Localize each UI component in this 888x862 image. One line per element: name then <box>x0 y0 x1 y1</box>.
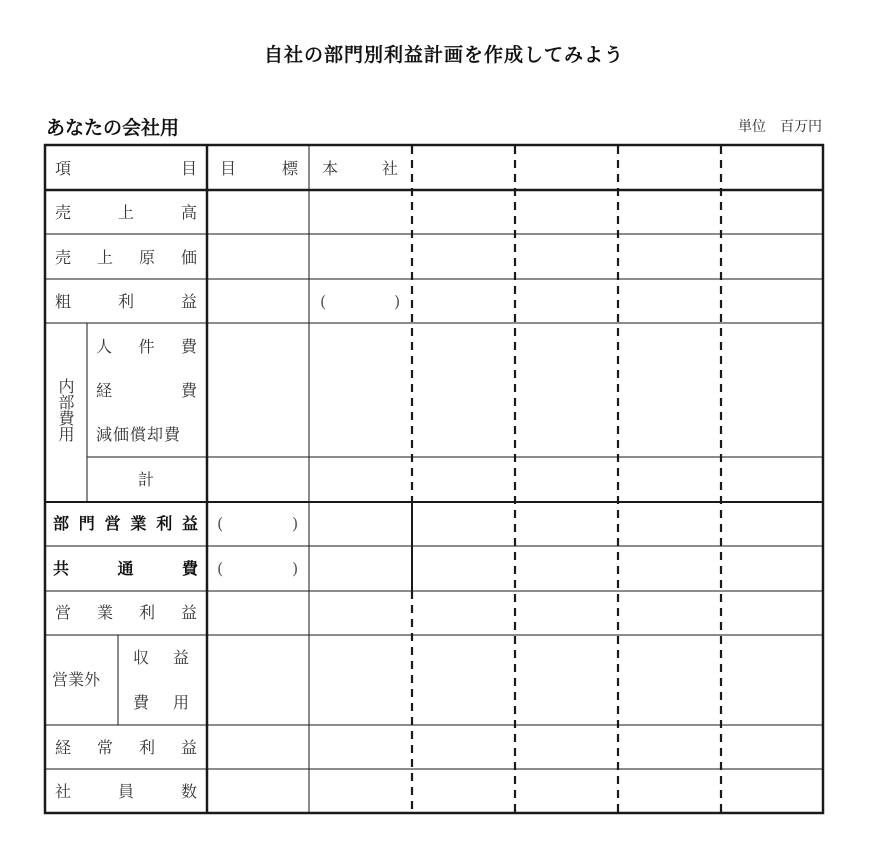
row-label-non-op-expense: 費 用 <box>133 693 189 712</box>
dept-operating-profit-paren-close: ) <box>292 514 299 533</box>
row-label-gross-profit: 粗 利 益 <box>55 292 197 311</box>
gross-profit-paren-close: ) <box>394 292 401 311</box>
row-label-personnel: 人 件 費 <box>96 337 197 356</box>
table-frame <box>45 145 823 813</box>
row-label-sales: 売 上 高 <box>55 203 197 222</box>
form-subtitle: あなたの会社用 <box>46 117 180 139</box>
header-item: 項 目 <box>55 159 197 178</box>
row-label-depreciation: 減価償却費 <box>96 425 182 444</box>
row-label-expenses: 経 費 <box>96 381 197 400</box>
unit-label: 単位 百万円 <box>738 119 822 135</box>
row-label-dept-operating-profit: 部 門 営 業 利 益 <box>53 514 199 533</box>
row-label-operating-profit: 営 業 利 益 <box>55 603 197 622</box>
header-headquarters: 本 社 <box>322 159 398 178</box>
non-operating-group-label: 営業外 <box>52 670 101 689</box>
row-label-subtotal: 計 <box>138 470 155 489</box>
row-label-employees: 社 員 数 <box>55 782 197 801</box>
common-costs-paren-open: ( <box>217 559 224 578</box>
common-costs-paren-close: ) <box>292 559 299 578</box>
gross-profit-paren-open: ( <box>320 292 327 311</box>
header-target: 目 標 <box>220 159 298 178</box>
row-label-ordinary-profit: 経 常 利 益 <box>55 738 197 757</box>
dept-operating-profit-paren-open: ( <box>217 514 224 533</box>
row-label-common-costs: 共 通 費 <box>53 559 199 578</box>
page-title: 自社の部門別利益計画を作成してみよう <box>263 44 624 66</box>
row-label-cost-of-sales: 売 上 原 価 <box>55 248 197 267</box>
internal-costs-group-label: 内部費用 <box>56 378 75 442</box>
row-label-non-op-income: 収 益 <box>133 648 189 667</box>
